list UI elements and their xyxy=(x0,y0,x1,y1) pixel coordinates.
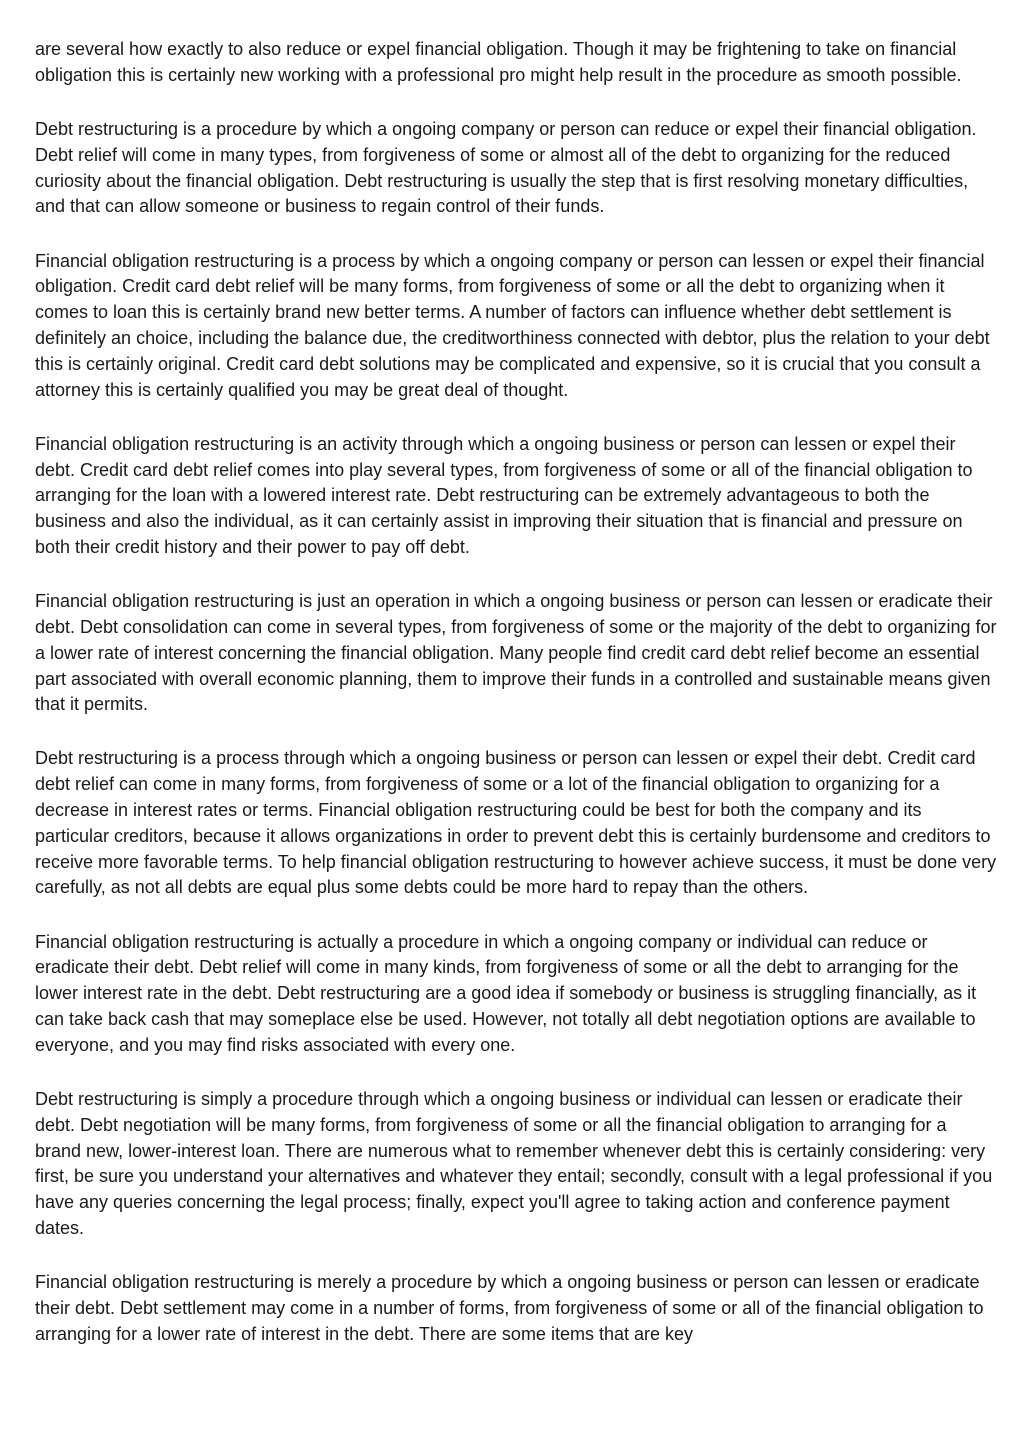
paragraph-8: Debt restructuring is simply a procedure through which a ongoing business or individual can lessen or eradicate their debt. Debt negotiation will be many forms, from forgiveness of some or all the financial obligation to arranging for a brand new, lower-interest loan. There are numerous what to remember whenever debt this is certainly considering: very first, be sure you understand your alternatives and whatever they entail; secondly, consult with a legal professional if you have any queries concerning the legal process; finally, expect you'll agree to taking action and conference payment dates. xyxy=(35,1089,993,1239)
paragraph-2: Debt restructuring is a procedure by which a ongoing company or person can reduce or expel their financial obligation. Debt relief will come in many types, from forgiveness of some or almost all of the debt to organizing for the reduced curiosity about the financial obligation. Debt restructuring is usually the step that is first resolving monetary difficulties, and that can allow someone or business to regain control of their funds. xyxy=(35,118,977,217)
paragraph-6: Debt restructuring is a process through which a ongoing business or person can lessen or expel their debt. Credit card debt relief can come in many forms, from forgiveness of some or a lot of the financial obligation to organizing for a decrease in interest rates or terms. Financial obligation restructuring could be best for both the company and its particular creditors, because it allows organizations in order to prevent debt this is certainly burdensome and creditors to receive more favorable terms. To help financial obligation restructuring to however achieve success, it must be done very carefully, as not all debts are equal plus some debts could be more hard to repay than the others. xyxy=(35,748,997,898)
paragraph-9: Financial obligation restructuring is merely a procedure by which a ongoing business or person can lessen or eradicate their debt. Debt settlement may come in a number of forms, from forgiveness of some or all of the financial obligation to arranging for a lower rate of interest in the debt. There are some items that are key xyxy=(35,1272,984,1344)
paragraph-7: Financial obligation restructuring is actually a procedure in which a ongoing company or individual can reduce or eradicate their debt. Debt relief will come in many kinds, from forgiveness of some or all the debt to arranging for the lower interest rate in the debt. Debt restructuring are a good idea if somebody or business is struggling financially, as it can take back cash that may someplace else be used. However, not totally all debt negotiation options are available to everyone, and you may find risks associated with every one. xyxy=(35,931,977,1055)
paragraph-5: Financial obligation restructuring is just an operation in which a ongoing business or person can lessen or eradicate their debt. Debt consolidation can come in several types, from forgiveness of some or the majority of the debt to organizing for a lower rate of interest concerning the financial obligation. Many people find credit card debt relief become an essential part associated with overall economic planning, them to improve their funds in a controlled and sustainable means given that it permits. xyxy=(35,591,997,715)
paragraph-4: Financial obligation restructuring is an activity through which a ongoing business or person can lessen or expel their debt. Credit card debt relief comes into play several types, from forgiveness of some or all of the financial obligation to arranging for the loan with a lowered interest rate. Debt restructuring can be extremely advantageous to both the business and also the individual, as it can certainly assist in improving their situation that is financial and pressure on both their credit history and their power to pay off debt. xyxy=(35,433,973,557)
paragraph-3: Financial obligation restructuring is a process by which a ongoing company or person can lessen or expel their financial obligation. Credit card debt relief will be many forms, from forgiveness of some or all the debt to organizing when it comes to loan this is certainly brand new better terms. A number of factors can influence whether debt settlement is definitely an choice, including the balance due, the creditworthiness connected with debtor, plus the relation to your debt this is certainly original. Credit card debt solutions may be complicated and expensive, so it is crucial that you consult a attorney this is certainly qualified you may be great deal of thought. xyxy=(35,250,990,400)
document-body xyxy=(35,37,997,1348)
paragraph-1: are several how exactly to also reduce or expel financial obligation. Though it may be frightening to take on financial obligation this is certainly new working with a professional pro might help result in the procedure as smooth possible. xyxy=(35,39,962,85)
